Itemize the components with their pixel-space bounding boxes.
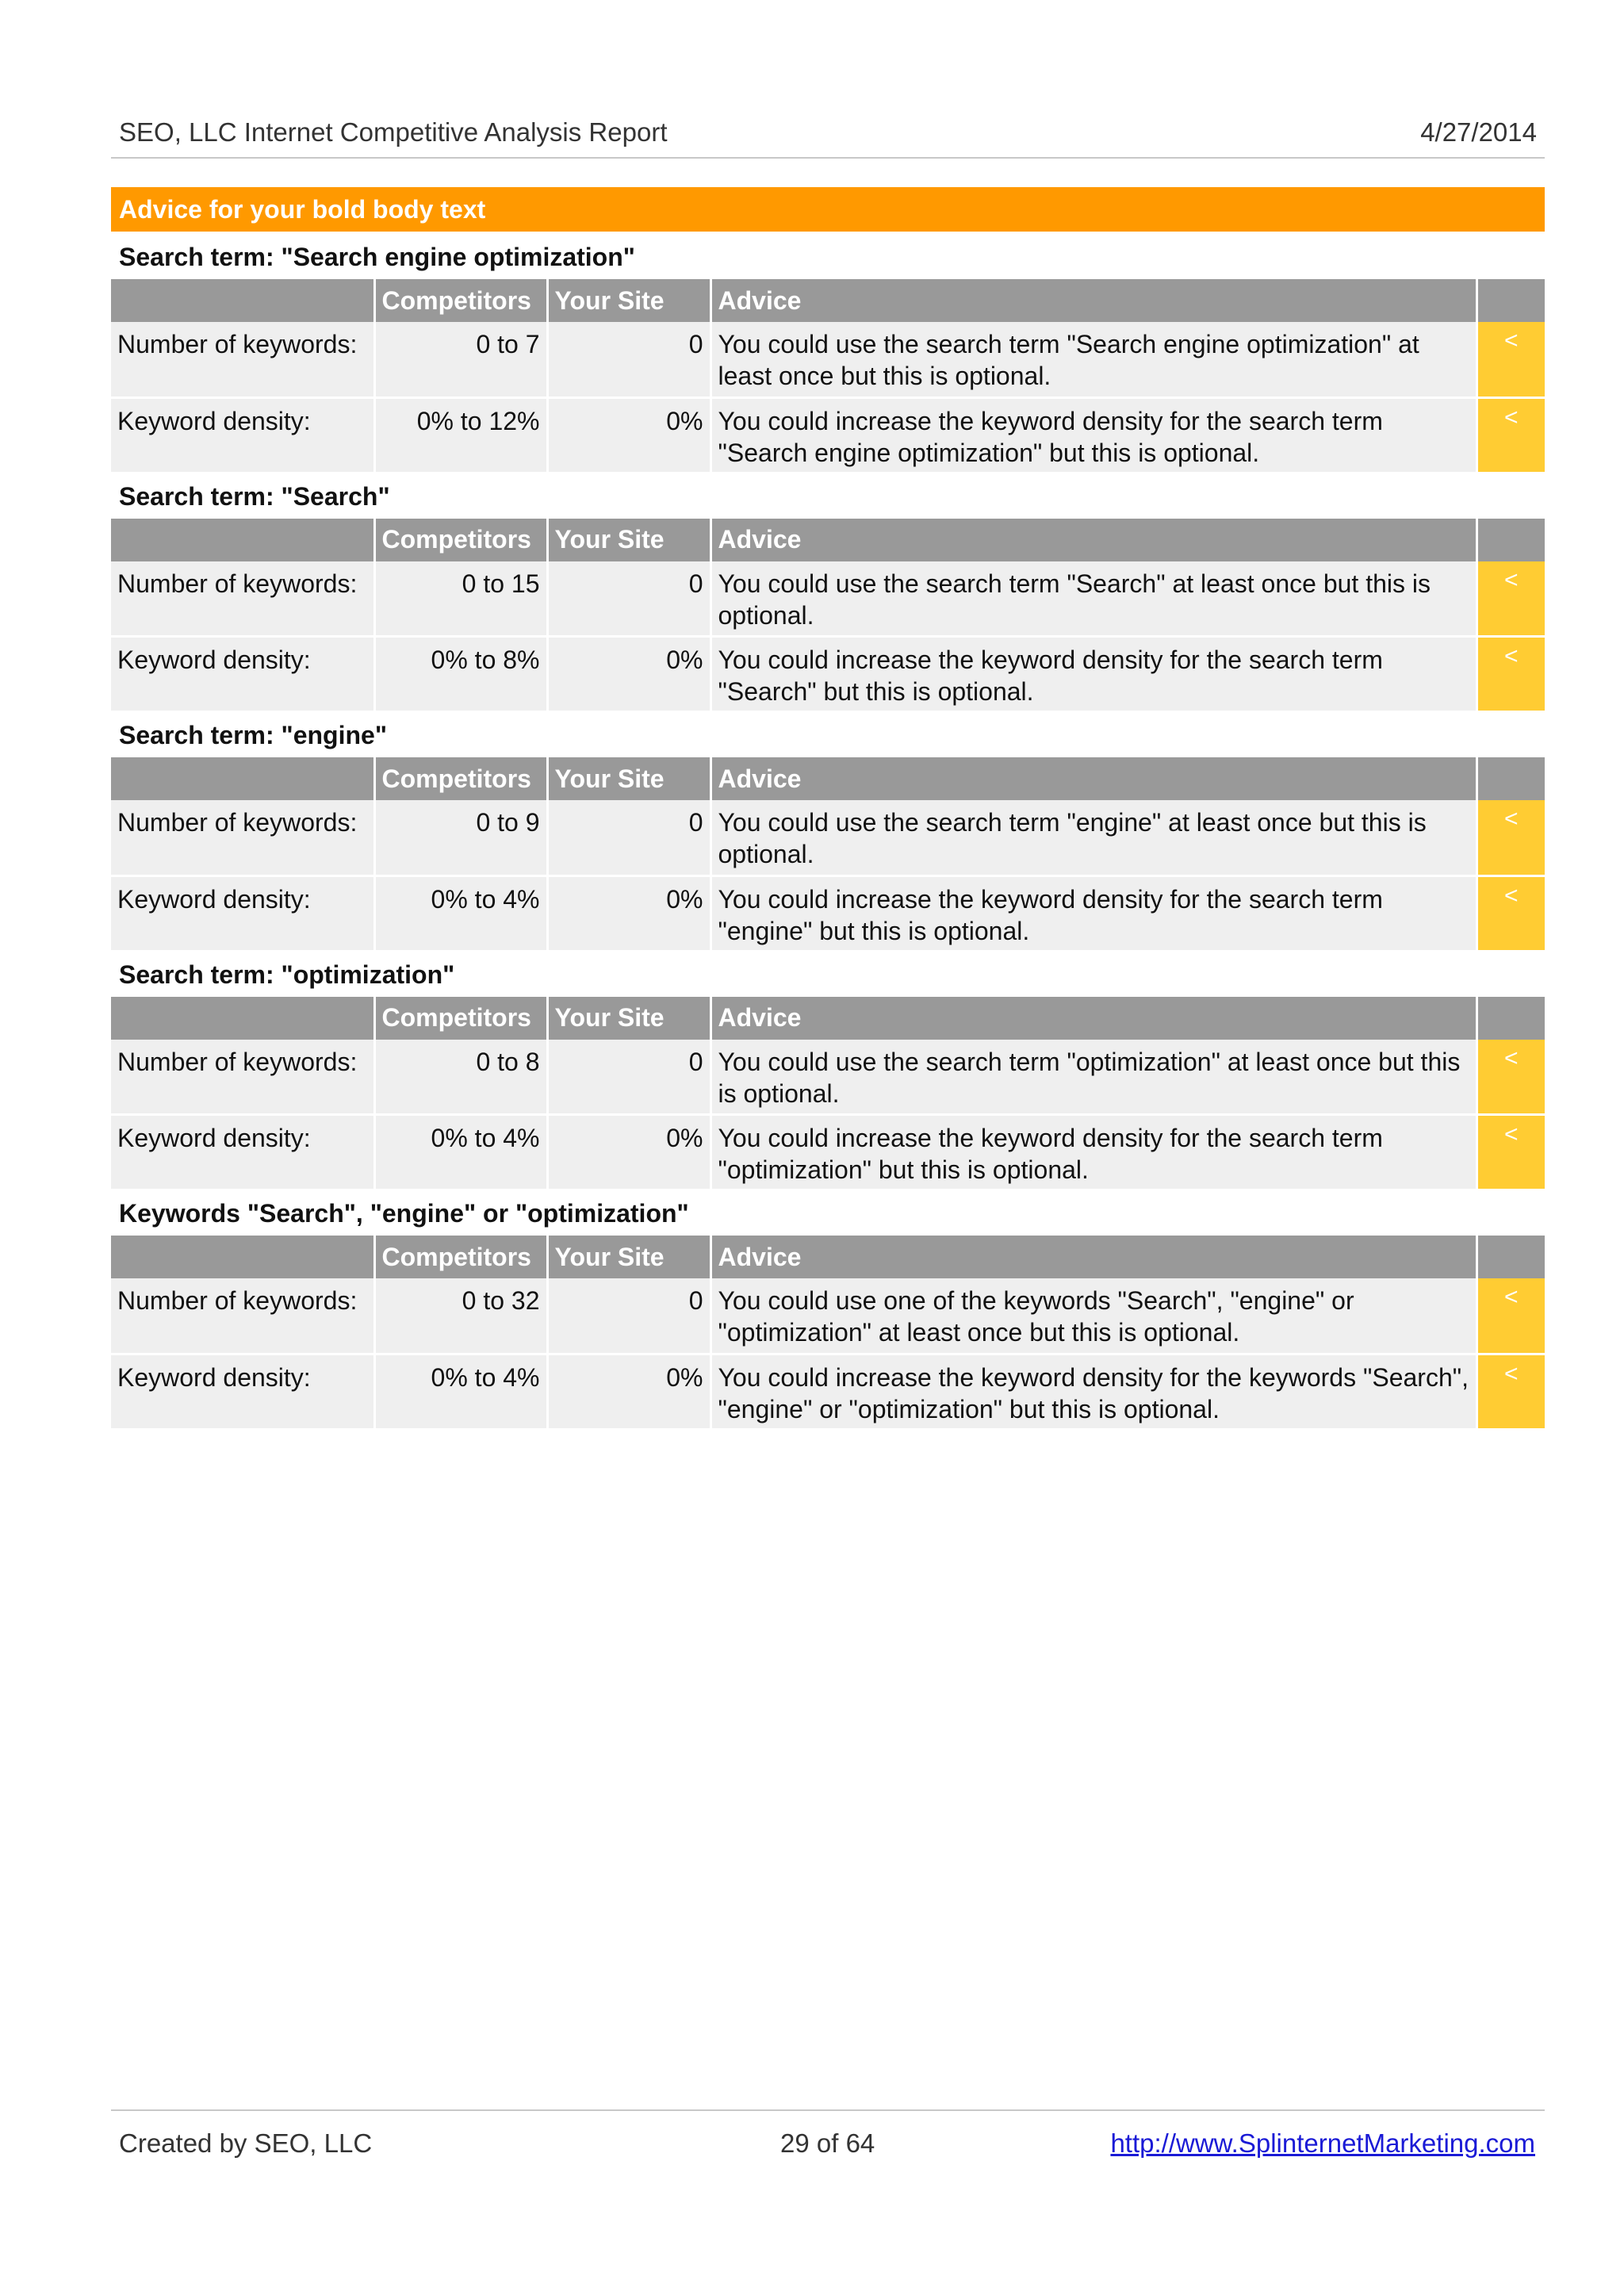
advice-table [111,519,1545,714]
table-row [111,875,1545,951]
status-flag: < [1477,875,1545,951]
metric-label: Keyword density: [111,637,374,712]
header-flag [1477,757,1545,800]
competitors-value: 0 to 8 [374,1040,547,1115]
header-blank [111,279,374,322]
header-flag [1477,519,1545,561]
advice-text: You could use the search term "Search engine optimization" at least once but this is optional. [710,322,1477,397]
advice-text: You could increase the keyword density for the search term "engine" but this is optional. [710,875,1477,951]
table-row [111,800,1545,875]
website-link[interactable]: http://www.SplinternetMarketing.com [1110,2128,1535,2158]
status-flag: < [1477,322,1545,397]
search-term-title: Search term: "Search" [119,481,390,511]
search-term-sections [111,235,1545,1431]
your-site-value: 0 [547,1040,710,1115]
table-row [111,637,1545,712]
metric-label: Number of keywords: [111,322,374,397]
competitors-value: 0 to 32 [374,1278,547,1354]
advice-text: You could use the search term "optimization" at least once but this is optional. [710,1040,1477,1115]
advice-text: You could increase the keyword density for the search term "Search engine optimization" but this is optional. [710,397,1477,473]
status-flag: < [1477,800,1545,875]
header-blank [111,757,374,800]
section-banner: Advice for your bold body text [111,187,1545,232]
table-row [111,1278,1545,1354]
search-term-title: Search term: "Search engine optimization" [119,243,635,271]
header-flag [1477,279,1545,322]
advice-table [111,279,1545,474]
table-row [111,322,1545,397]
competitors-value: 0% to 4% [374,1354,547,1429]
header-flag [1477,997,1545,1040]
advice-text: You could increase the keyword density for the search term "optimization" but this is optional. [710,1115,1477,1190]
header-your-site: Your Site [547,279,710,322]
table-header-row [111,997,1545,1040]
status-flag: < [1477,1040,1545,1115]
page-number: 29 of 64 [780,2128,875,2158]
table-header-row [111,1236,1545,1278]
competitors-value: 0 to 9 [374,800,547,875]
competitors-value: 0% to 4% [374,1115,547,1190]
status-flag: < [1477,1115,1545,1190]
metric-label: Number of keywords: [111,1278,374,1354]
header-blank [111,519,374,561]
header-your-site: Your Site [547,519,710,561]
your-site-value: 0 [547,322,710,397]
metric-label: Keyword density: [111,875,374,951]
status-flag: < [1477,1354,1545,1429]
metric-label: Number of keywords: [111,561,374,637]
advice-table [111,997,1545,1192]
advice-table [111,1236,1545,1431]
competitors-value: 0 to 7 [374,322,547,397]
metric-label: Keyword density: [111,1354,374,1429]
search-term-title: Search term: "engine" [119,721,387,749]
table-row [111,397,1545,473]
header-competitors: Competitors [374,279,547,322]
table-row [111,561,1545,637]
header-competitors: Competitors [374,1236,547,1278]
footer-created: Created by SEO, LLC [119,2128,373,2158]
header-competitors: Competitors [374,997,547,1040]
search-term-title: Search term: "optimization" [119,960,455,989]
page-footer [111,2109,1545,2167]
advice-text: You could use the search term "Search" at least once but this is optional. [710,561,1477,637]
competitors-value: 0 to 15 [374,561,547,637]
competitors-value: 0% to 4% [374,875,547,951]
metric-label: Keyword density: [111,1115,374,1190]
status-flag: < [1477,561,1545,637]
advice-text: You could increase the keyword density for the keywords "Search", "engine" or "optimization" but this is optional. [710,1354,1477,1429]
header-blank [111,997,374,1040]
your-site-value: 0 [547,1278,710,1354]
metric-label: Number of keywords: [111,800,374,875]
header-advice: Advice [710,519,1477,561]
competitors-value: 0% to 8% [374,637,547,712]
status-flag: < [1477,1278,1545,1354]
advice-text: You could use one of the keywords "Search", "engine" or "optimization" at least once but this is optional. [710,1278,1477,1354]
table-header-row [111,279,1545,322]
header-advice: Advice [710,997,1477,1040]
header-blank [111,1236,374,1278]
your-site-value: 0% [547,1354,710,1429]
status-flag: < [1477,637,1545,712]
table-header-row [111,519,1545,561]
report-content [111,187,1545,1431]
table-row [111,1354,1545,1429]
your-site-value: 0% [547,875,710,951]
header-competitors: Competitors [374,757,547,800]
header-your-site: Your Site [547,1236,710,1278]
header-advice: Advice [710,279,1477,322]
your-site-value: 0 [547,800,710,875]
header-your-site: Your Site [547,757,710,800]
table-header-row [111,757,1545,800]
metric-label: Keyword density: [111,397,374,473]
report-date: 4/27/2014 [1420,117,1537,147]
header-flag [1477,1236,1545,1278]
advice-table [111,757,1545,952]
competitors-value: 0% to 12% [374,397,547,473]
header-advice: Advice [710,1236,1477,1278]
header-competitors: Competitors [374,519,547,561]
status-flag: < [1477,397,1545,473]
search-term-title: Keywords "Search", "engine" or "optimization" [119,1199,689,1228]
table-row [111,1040,1545,1115]
report-title: SEO, LLC Internet Competitive Analysis Report [119,117,668,147]
your-site-value: 0 [547,561,710,637]
header-your-site: Your Site [547,997,710,1040]
advice-text: You could increase the keyword density for the search term "Search" but this is optional. [710,637,1477,712]
advice-text: You could use the search term "engine" at least once but this is optional. [710,800,1477,875]
metric-label: Number of keywords: [111,1040,374,1115]
your-site-value: 0% [547,637,710,712]
header-advice: Advice [710,757,1477,800]
your-site-value: 0% [547,1115,710,1190]
table-row [111,1115,1545,1190]
your-site-value: 0% [547,397,710,473]
page-header [111,111,1545,159]
